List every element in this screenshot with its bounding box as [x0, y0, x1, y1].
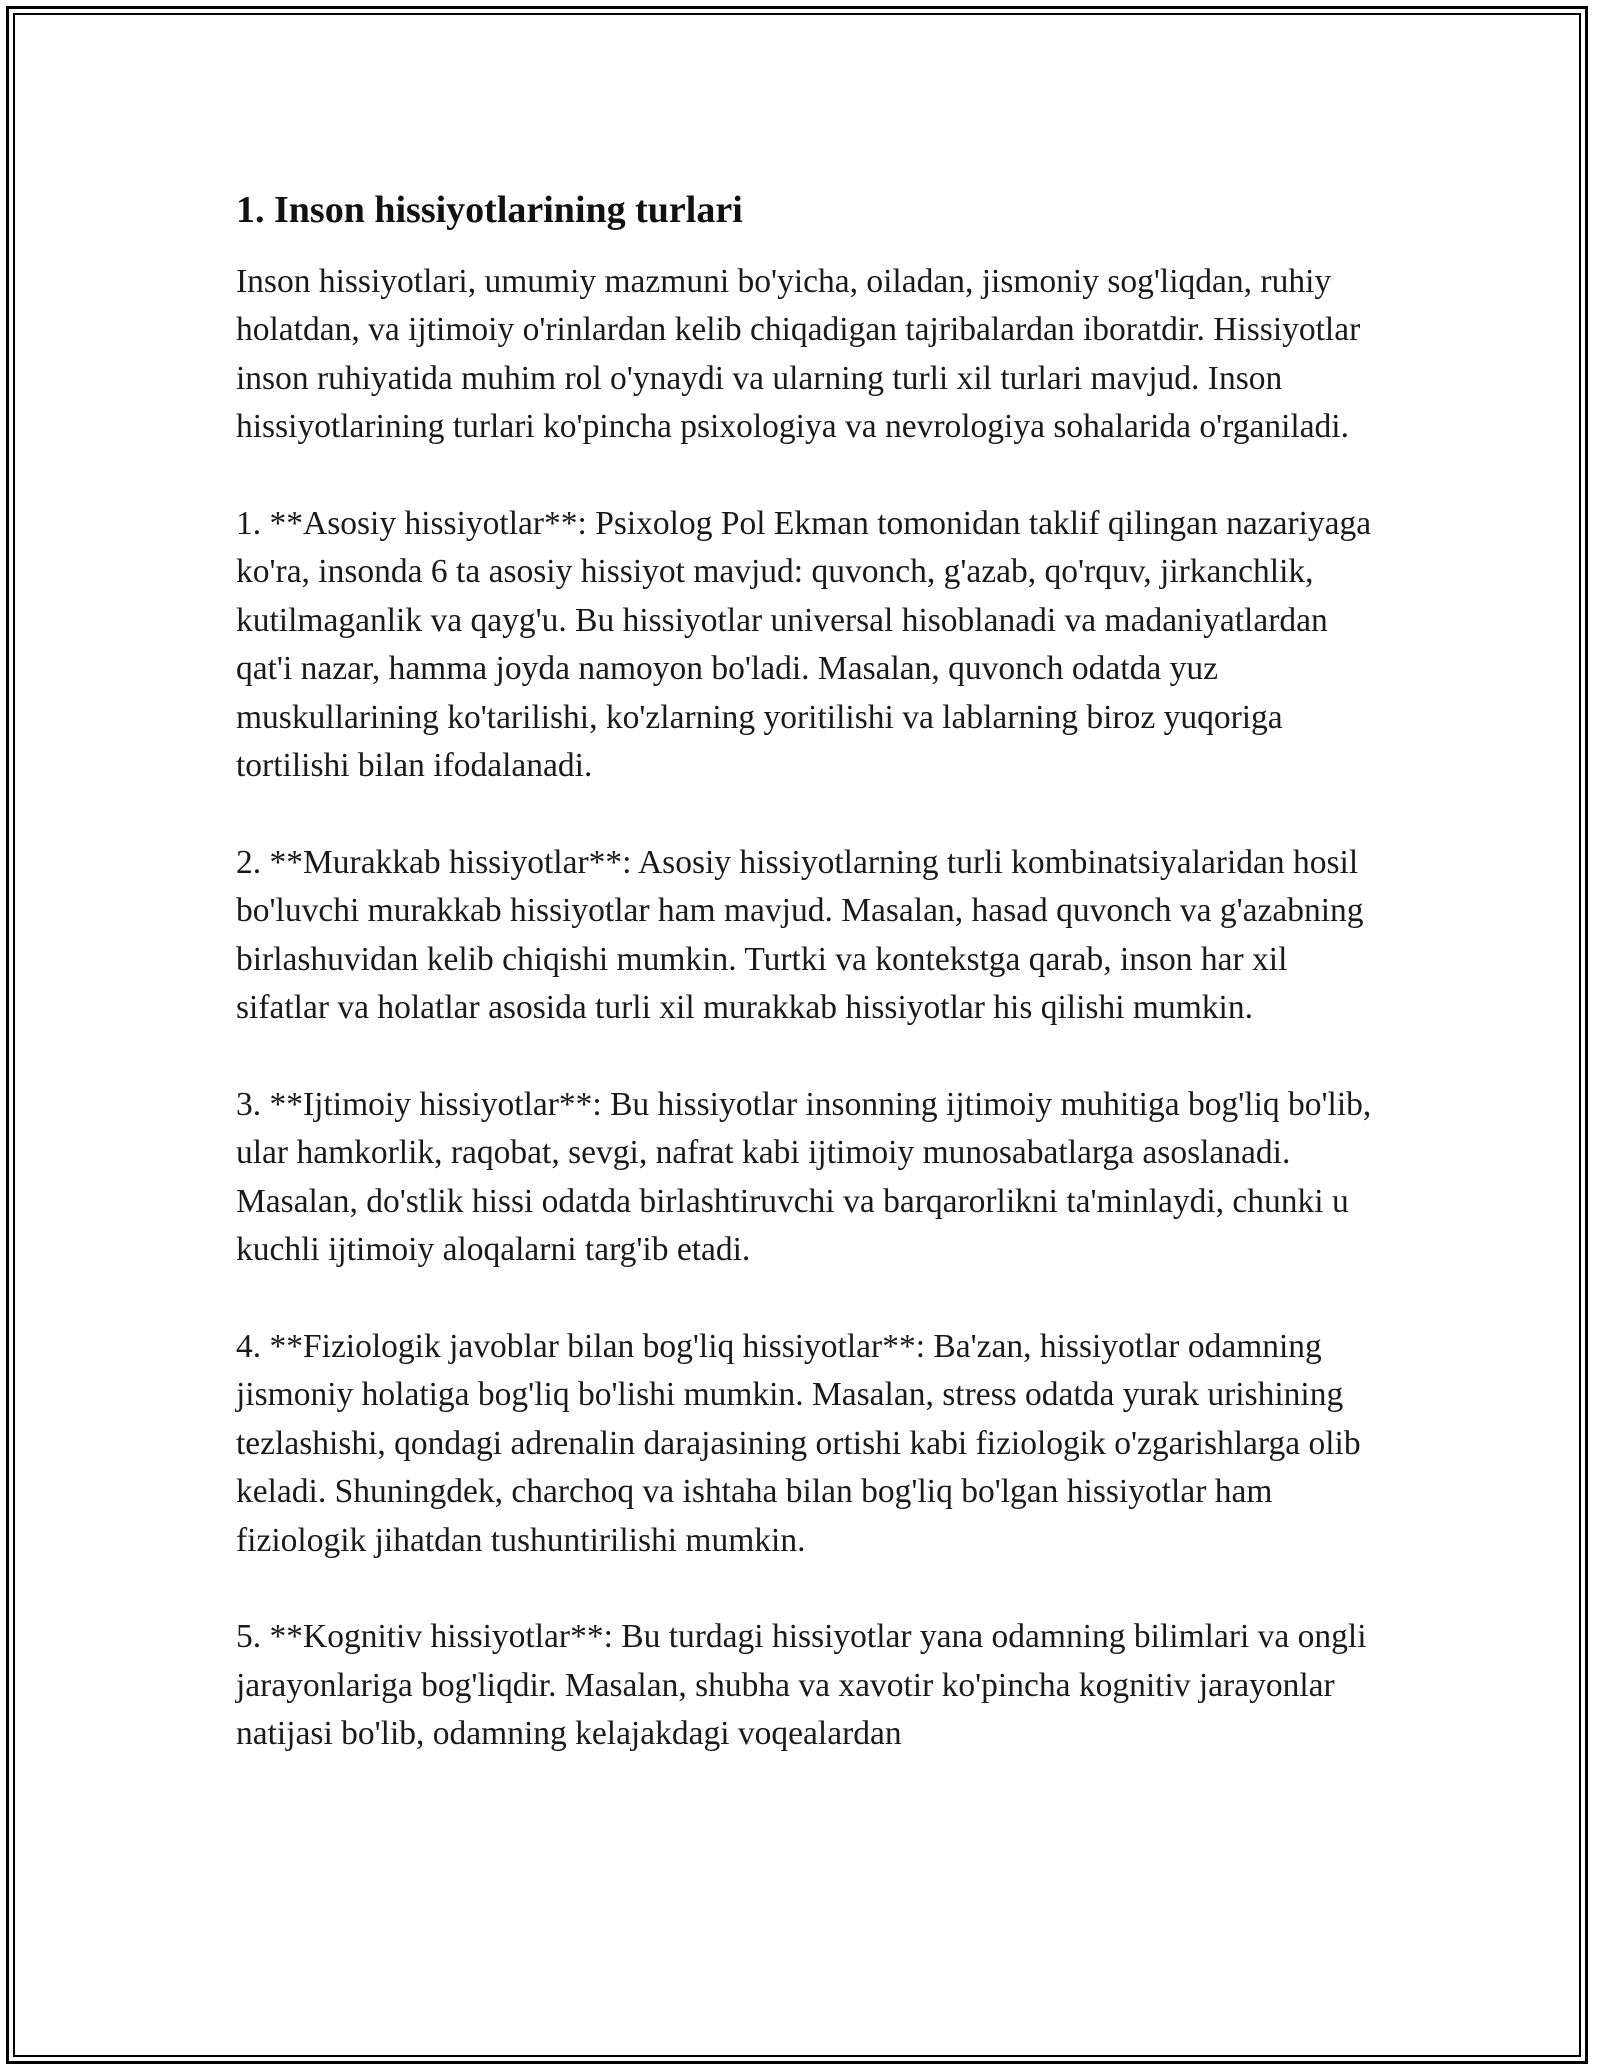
- paragraph-basic-emotions: 1. **Asosiy hissiyotlar**: Psixolog Pol Ekman tomonidan taklif qilingan nazariyaga ko'ra, insonda 6 ta asosiy hissiyot mavjud: quvonch, g'azab, qo'rquv, jirkanchlik, kutilmaganlik va qayg'u. Bu hissiyotlar universal hisoblanadi va madaniyatlardan qat'i nazar, hamma joyda namoyon bo'ladi. Masalan, quvonch odatda yuz muskullarining ko'tarilishi, ko'zlarning yoritilishi va lablarning biroz yuqoriga tortilishi bilan ifodalanadi.: [236, 505, 1372, 785]
- section-heading: 1. Inson hissiyotlarining turlari: [236, 189, 743, 231]
- paragraph-physiological-emotions: 4. **Fiziologik javoblar bilan bog'liq hissiyotlar**: Ba'zan, hissiyotlar odamning jismoniy holatiga bog'liq bo'lishi mumkin. Masalan, stress odatda yurak urishining tezlashishi, qondagi adrenalin darajasining ortishi kabi fiziologik o'zgarishlarga olib keladi. Shuningdek, charchoq va ishtaha bilan bog'liq bo'lgan hissiyotlar ham fiziologik jihatdan tushuntirilishi mumkin.: [236, 1327, 1361, 1559]
- paragraph-social-emotions: 3. **Ijtimoiy hissiyotlar**: Bu hissiyotlar insonning ijtimoiy muhitiga bog'liq bo'lib, ular hamkorlik, raqobat, sevgi, nafrat kabi ijtimoiy munosabatlarga asoslanadi. Masalan, do'stlik hissi odatda birlashtiruvchi va barqarorlikni ta'minlaydi, chunki u kuchli ijtimoiy aloqalarni targ'ib etadi.: [236, 1085, 1372, 1269]
- paragraph-cognitive-emotions: 5. **Kognitiv hissiyotlar**: Bu turdagi hissiyotlar yana odamning bilimlari va ongli jarayonlariga bog'liqdir. Masalan, shubha va xavotir ko'pincha kognitiv jarayonlar natijasi bo'lib, odamning kelajakdagi voqealardan: [236, 1618, 1367, 1753]
- document-body: [236, 186, 1376, 1759]
- paragraph-intro: Inson hissiyotlari, umumiy mazmuni bo'yicha, oiladan, jismoniy sog'liqdan, ruhiy holatdan, va ijtimoiy o'rinlardan kelib chiqadigan tajribalardan iboratdir. Hissiyotlar inson ruhiyatida muhim rol o'ynaydi va ularning turli xil turlari mavjud. Inson hissiyotlarining turlari ko'pincha psixologiya va nevrologiya sohalarida o'rganiladi.: [236, 263, 1361, 446]
- paragraph-complex-emotions: 2. **Murakkab hissiyotlar**: Asosiy hissiyotlarning turli kombinatsiyalaridan hosil bo'luvchi murakkab hissiyotlar ham mavjud. Masalan, hasad quvonch va g'azabning birlashuvidan kelib chiqishi mumkin. Turtki va kontekstga qarab, inson har xil sifatlar va holatlar asosida turli xil murakkab hissiyotlar his qilishi mumkin.: [236, 843, 1364, 1027]
